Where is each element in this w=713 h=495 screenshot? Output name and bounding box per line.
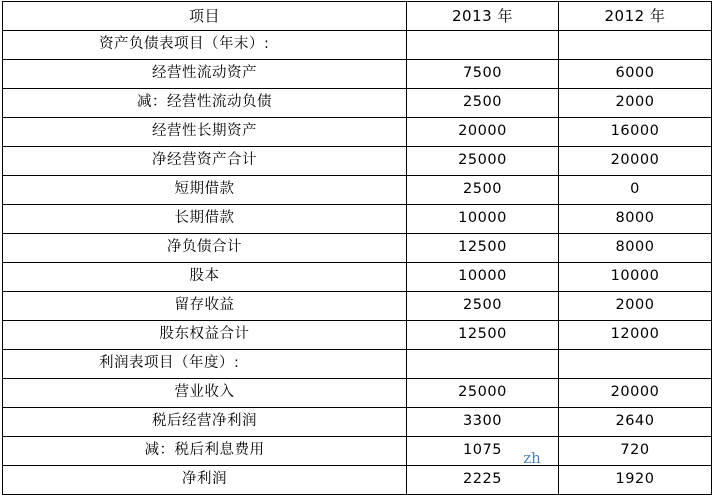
table-row — [3, 321, 712, 350]
row-label: 净利润 — [3, 466, 407, 495]
cell-2012: 2000 — [559, 292, 712, 321]
cell-2013: 20000 — [407, 118, 559, 147]
row-label: 净经营资产合计 — [3, 147, 407, 176]
financial-table — [2, 1, 712, 495]
table-header-row — [3, 2, 712, 31]
cell-2012: 12000 — [559, 321, 712, 350]
table-body — [3, 31, 712, 495]
cell-2012: 2000 — [559, 89, 712, 118]
cell-2012: 1920 — [559, 466, 712, 495]
cell-2013: 2225 — [407, 466, 559, 495]
column-header-item: 项目 — [3, 2, 407, 31]
table-row — [3, 176, 712, 205]
row-label: 利润表项目（年度）: — [3, 350, 407, 379]
cell-2012: 8000 — [559, 234, 712, 263]
row-label: 减：税后利息费用 — [3, 437, 407, 466]
cell-2013 — [407, 350, 559, 379]
cell-2012: 0 — [559, 176, 712, 205]
table-row — [3, 234, 712, 263]
watermark: zh — [523, 449, 541, 467]
table-row — [3, 118, 712, 147]
table-row — [3, 408, 712, 437]
table-row — [3, 263, 712, 292]
cell-2013: 12500 — [407, 321, 559, 350]
row-label: 短期借款 — [3, 176, 407, 205]
table-row — [3, 60, 712, 89]
document-page — [0, 1, 713, 488]
column-header-2013: 2013 年 — [407, 2, 559, 31]
column-header-2012: 2012 年 — [559, 2, 712, 31]
cell-2013: 7500 — [407, 60, 559, 89]
cell-2012: 16000 — [559, 118, 712, 147]
cell-2013: 3300 — [407, 408, 559, 437]
cell-2013: 2500 — [407, 292, 559, 321]
row-label: 减：经营性流动负债 — [3, 89, 407, 118]
cell-2012: 8000 — [559, 205, 712, 234]
table-row — [3, 31, 712, 60]
table-row — [3, 350, 712, 379]
table-row — [3, 205, 712, 234]
row-label: 经营性流动资产 — [3, 60, 407, 89]
cell-2013: 10000 — [407, 263, 559, 292]
cell-2012: 2640 — [559, 408, 712, 437]
cell-2012: 10000 — [559, 263, 712, 292]
cell-2012: 20000 — [559, 147, 712, 176]
cell-2012: 20000 — [559, 379, 712, 408]
cell-2013: 25000 — [407, 379, 559, 408]
cell-2013: 2500 — [407, 176, 559, 205]
cell-2012 — [559, 350, 712, 379]
row-label: 税后经营净利润 — [3, 408, 407, 437]
row-label: 净负债合计 — [3, 234, 407, 263]
table-row — [3, 147, 712, 176]
cell-2013: 10000 — [407, 205, 559, 234]
row-label: 股东权益合计 — [3, 321, 407, 350]
row-label: 股本 — [3, 263, 407, 292]
cell-2013: 25000 — [407, 147, 559, 176]
table-row — [3, 292, 712, 321]
row-label: 留存收益 — [3, 292, 407, 321]
row-label: 经营性长期资产 — [3, 118, 407, 147]
row-label: 长期借款 — [3, 205, 407, 234]
cell-2013: 2500 — [407, 89, 559, 118]
cell-2013: 12500 — [407, 234, 559, 263]
cell-2012: 720 — [559, 437, 712, 466]
cell-2012: 6000 — [559, 60, 712, 89]
table-row — [3, 466, 712, 495]
table-row — [3, 437, 712, 466]
table-row — [3, 89, 712, 118]
row-label: 资产负债表项目（年末）: — [3, 31, 407, 60]
cell-2013: 1075 — [407, 437, 559, 466]
cell-2013 — [407, 31, 559, 60]
cell-2012 — [559, 31, 712, 60]
table-row — [3, 379, 712, 408]
row-label: 营业收入 — [3, 379, 407, 408]
